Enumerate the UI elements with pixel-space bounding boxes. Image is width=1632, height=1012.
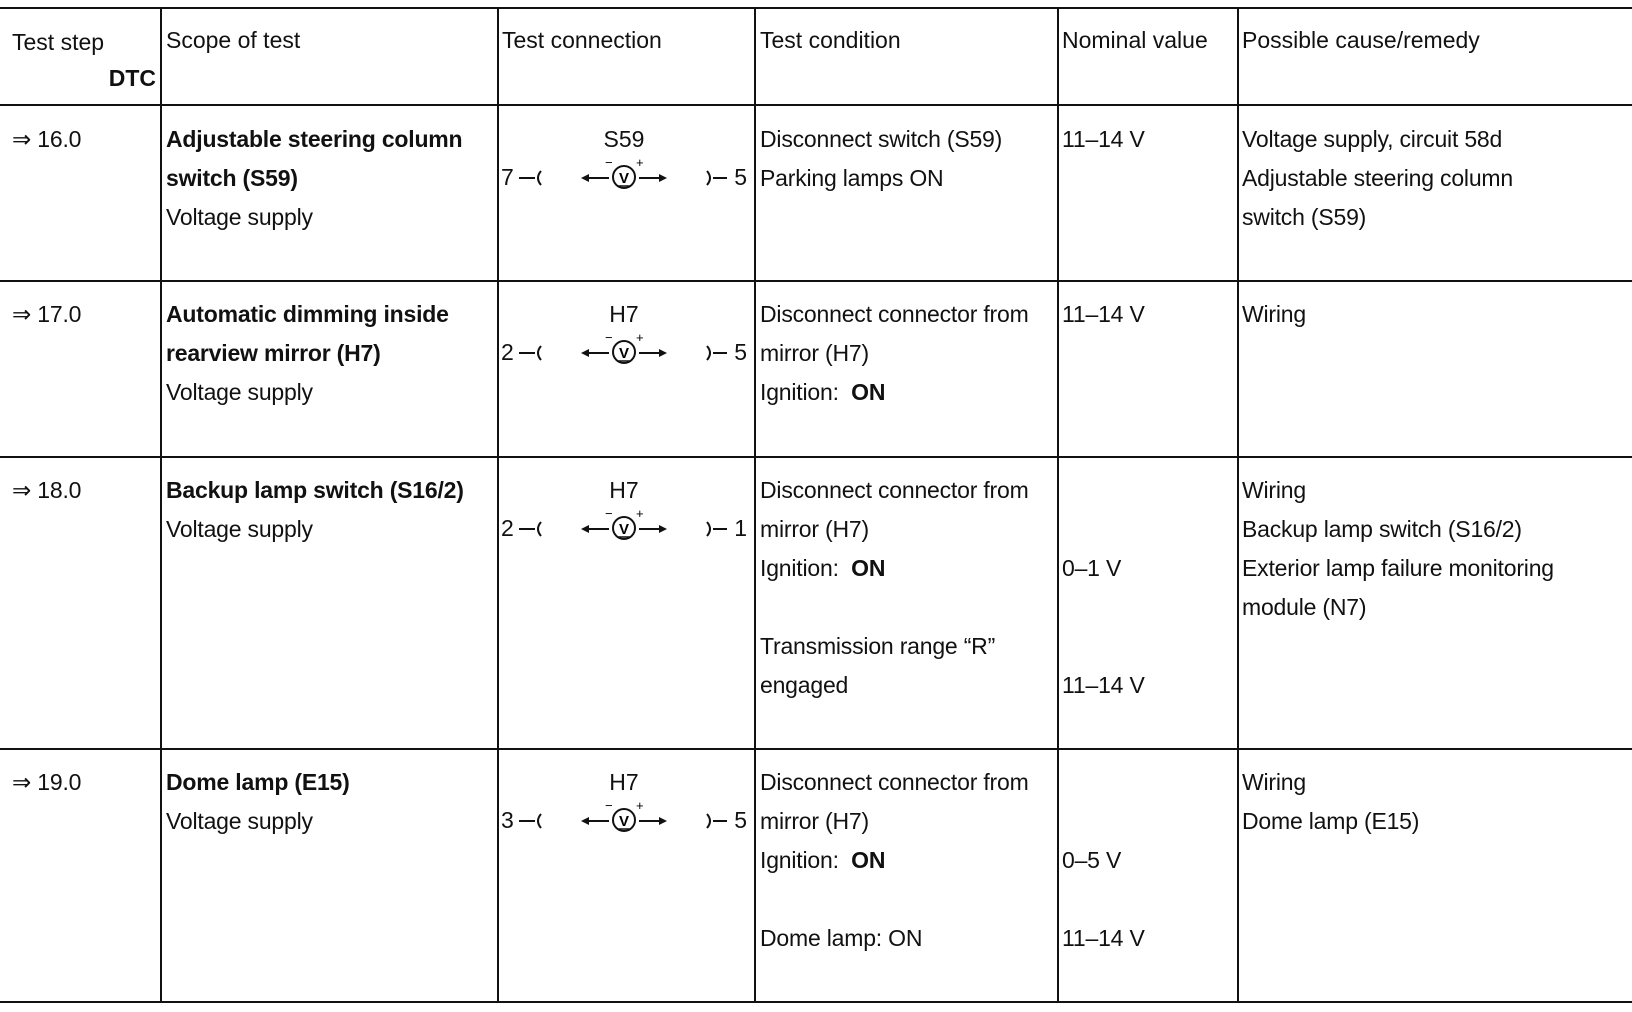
scope-title-line: Backup lamp switch (S16/2): [166, 477, 464, 503]
condition-label: Ignition:: [760, 555, 839, 581]
condition-line: Disconnect connector from: [760, 769, 1029, 795]
connector-label: S59: [603, 126, 645, 152]
column-divider: [160, 8, 162, 1002]
cause-line: Wiring: [1242, 769, 1306, 795]
nominal-value: 11–14 V: [1062, 672, 1145, 698]
scope-subtitle: Voltage supply: [166, 204, 313, 230]
svg-text:+: +: [636, 798, 644, 813]
svg-text:V: V: [618, 521, 630, 538]
pin-left: 2: [501, 515, 514, 541]
cause-line: Dome lamp (E15): [1242, 808, 1420, 834]
cause-line: Adjustable steering column: [1242, 165, 1513, 191]
voltmeter-icon: [499, 155, 749, 199]
nominal-value: 11–14 V: [1062, 301, 1145, 327]
svg-text:+: +: [636, 155, 644, 170]
svg-text:+: +: [636, 506, 644, 521]
scope-title-line: Automatic dimming inside: [166, 301, 449, 327]
condition-line: mirror (H7): [760, 340, 869, 366]
test-step-number: ⇒ 19.0: [12, 769, 82, 795]
scope-subtitle: Voltage supply: [166, 516, 313, 542]
pin-right: 5: [734, 164, 747, 190]
voltmeter-icon: [499, 330, 749, 374]
header-cause: Possible cause/remedy: [1242, 27, 1480, 53]
svg-text:V: V: [618, 170, 630, 187]
condition-line: engaged: [760, 672, 849, 698]
cause-line: Backup lamp switch (S16/2): [1242, 516, 1522, 542]
scope-title-line: Adjustable steering column: [166, 126, 463, 152]
test-connection-diagram: [499, 300, 749, 380]
condition-label: Ignition:: [760, 379, 839, 405]
header-scope: Scope of test: [166, 27, 301, 53]
condition-state: ON: [851, 379, 886, 405]
pin-right: 5: [734, 807, 747, 833]
test-connection-diagram: [499, 125, 749, 205]
scope-title-line: Dome lamp (E15): [166, 769, 350, 795]
condition-line: Parking lamps ON: [760, 165, 944, 191]
test-step-number: ⇒ 18.0: [12, 477, 82, 503]
svg-text:−: −: [605, 330, 613, 345]
condition-line: [760, 549, 885, 588]
table-top-rule: [0, 7, 1632, 9]
svg-text:+: +: [636, 330, 644, 345]
condition-line: mirror (H7): [760, 516, 869, 542]
nominal-value: 0–5 V: [1062, 847, 1122, 873]
header-test-step: Test step: [12, 29, 105, 55]
voltmeter-icon: [499, 506, 749, 550]
svg-text:−: −: [605, 155, 613, 170]
voltmeter-icon: [499, 798, 749, 842]
nominal-value: 11–14 V: [1062, 126, 1145, 152]
condition-line: [760, 373, 885, 412]
connector-label: H7: [609, 769, 639, 795]
condition-state: ON: [851, 847, 886, 873]
test-connection-diagram: [499, 476, 749, 556]
condition-line: [760, 841, 885, 880]
header-condition: Test condition: [760, 27, 901, 53]
connector-label: H7: [609, 301, 639, 327]
condition-label: Ignition:: [760, 847, 839, 873]
cause-line: Exterior lamp failure monitoring: [1242, 555, 1554, 581]
condition-line: Dome lamp: ON: [760, 925, 923, 951]
svg-text:V: V: [618, 813, 630, 830]
pin-right: 1: [734, 515, 747, 541]
cause-line: module (N7): [1242, 594, 1367, 620]
header-connection: Test connection: [502, 27, 662, 53]
svg-text:−: −: [605, 798, 613, 813]
cause-line: Voltage supply, circuit 58d: [1242, 126, 1503, 152]
condition-line: mirror (H7): [760, 808, 869, 834]
test-connection-diagram: [499, 768, 749, 848]
scope-subtitle: Voltage supply: [166, 379, 313, 405]
row-divider: [0, 280, 1632, 282]
column-divider: [1237, 8, 1239, 1002]
cause-line: Wiring: [1242, 477, 1306, 503]
header-dtc: DTC: [108, 65, 156, 91]
header-nominal: Nominal value: [1062, 27, 1208, 53]
table-bottom-rule: [0, 1001, 1632, 1003]
scope-subtitle: Voltage supply: [166, 808, 313, 834]
condition-line: Disconnect connector from: [760, 301, 1029, 327]
row-divider: [0, 456, 1632, 458]
test-step-number: ⇒ 16.0: [12, 126, 82, 152]
connector-label: H7: [609, 477, 639, 503]
svg-text:V: V: [618, 345, 630, 362]
nominal-value: 11–14 V: [1062, 925, 1145, 951]
svg-text:−: −: [605, 506, 613, 521]
pin-left: 3: [501, 807, 514, 833]
pin-left: 2: [501, 339, 514, 365]
header-rule: [0, 104, 1632, 106]
column-divider: [1057, 8, 1059, 1002]
condition-line: Disconnect connector from: [760, 477, 1029, 503]
cause-line: switch (S59): [1242, 204, 1367, 230]
condition-line: Transmission range “R”: [760, 633, 996, 659]
condition-line: Disconnect switch (S59): [760, 126, 1003, 152]
condition-state: ON: [851, 555, 886, 581]
column-divider: [754, 8, 756, 1002]
nominal-value: 0–1 V: [1062, 555, 1122, 581]
scope-title-line: rearview mirror (H7): [166, 340, 381, 366]
test-step-number: ⇒ 17.0: [12, 301, 82, 327]
cause-line: Wiring: [1242, 301, 1306, 327]
scope-title-line: switch (S59): [166, 165, 298, 191]
pin-right: 5: [734, 339, 747, 365]
row-divider: [0, 748, 1632, 750]
pin-left: 7: [501, 164, 514, 190]
